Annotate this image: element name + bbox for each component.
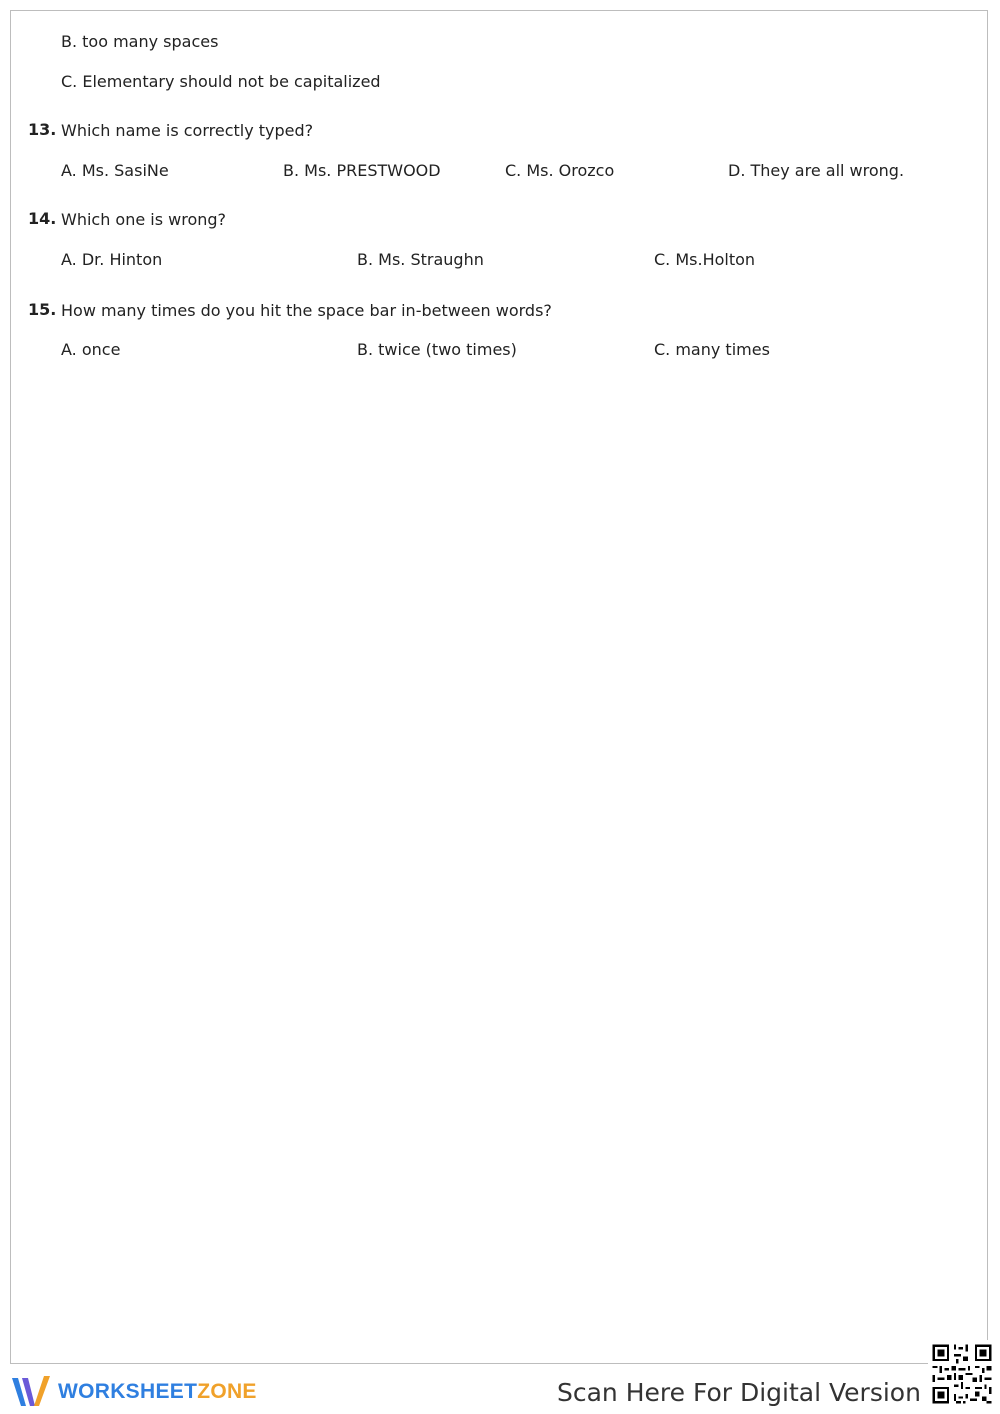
logo-word-zone: ZONE [197,1380,257,1403]
logo-w-icon [10,1374,52,1410]
option-b-prev[interactable]: B. too many spaces [61,32,219,51]
worksheet-zone-logo [10,1374,257,1410]
qr-code-icon[interactable] [928,1340,996,1408]
q13-option-a[interactable]: A. Ms. SasiNe [61,161,169,180]
question-text-14: Which one is wrong? [61,210,227,229]
question-number-15: 15. [28,300,57,319]
q14-option-b[interactable]: B. Ms. Straughn [357,250,484,269]
q13-option-c[interactable]: C. Ms. Orozco [505,161,615,180]
q13-option-d[interactable]: D. They are all wrong. [728,161,905,180]
question-text-13: Which name is correctly typed? [61,121,314,140]
q13-option-b[interactable]: B. Ms. PRESTWOOD [283,161,441,180]
question-number-13: 13. [28,120,57,139]
question-number-14: 14. [28,209,57,228]
logo-word-worksheet: WORKSHEET [58,1380,198,1403]
q15-option-a[interactable]: A. once [61,340,121,359]
option-c-prev[interactable]: C. Elementary should not be capitalized [61,72,381,91]
logo-text [58,1380,257,1404]
q14-option-a[interactable]: A. Dr. Hinton [61,250,163,269]
q14-option-c[interactable]: C. Ms.Holton [654,250,756,269]
q15-option-b[interactable]: B. twice (two times) [357,340,517,359]
scan-instruction: Scan Here For Digital Version [557,1378,921,1407]
question-text-15: How many times do you hit the space bar in-between words? [61,301,552,320]
q15-option-c[interactable]: C. many times [654,340,770,359]
